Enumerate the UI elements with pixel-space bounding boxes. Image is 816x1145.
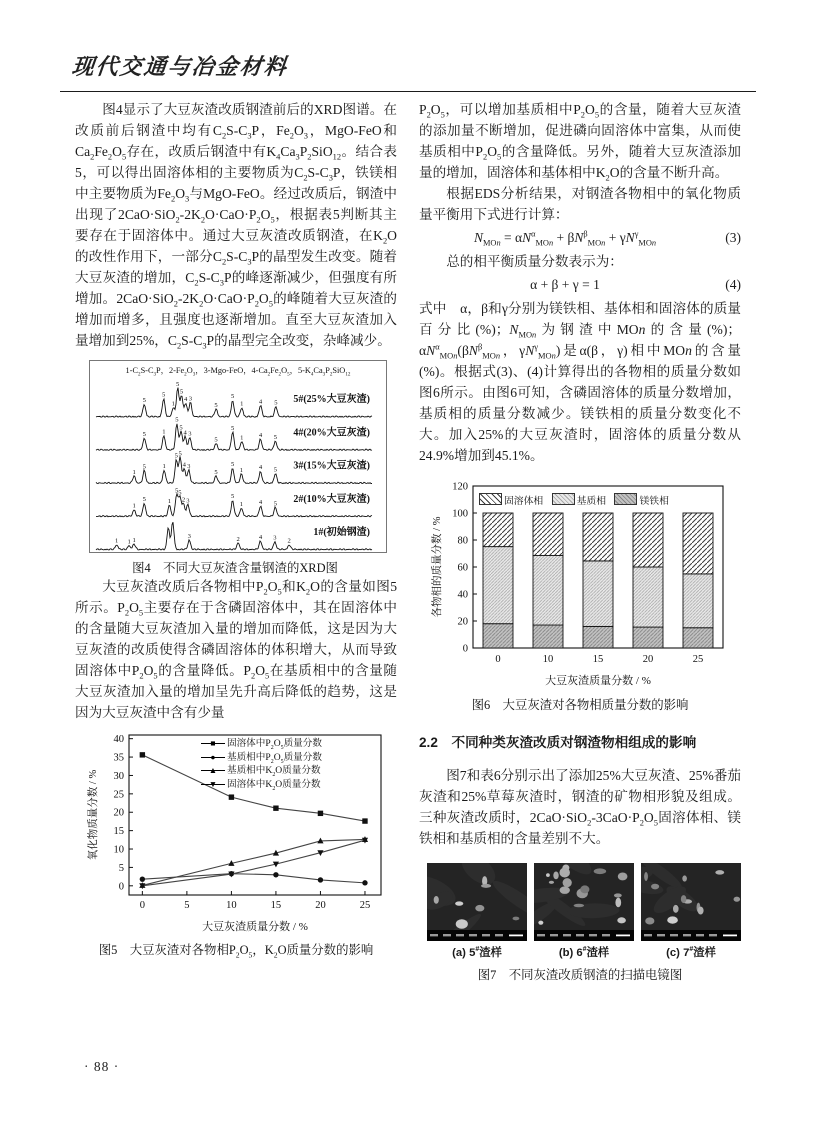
sem-subcaption-b: (b) 6#渣样 xyxy=(558,946,610,959)
svg-text:2: 2 xyxy=(236,535,240,543)
svg-text:5: 5 xyxy=(273,500,278,508)
circle-marker-icon: ● xyxy=(201,751,225,765)
svg-text:1: 1 xyxy=(162,462,166,470)
svg-text:1: 1 xyxy=(240,434,244,442)
figure-4 xyxy=(75,360,397,576)
journal-logo: 现代交通与冶金材料 xyxy=(70,54,290,79)
svg-text:1: 1 xyxy=(167,497,172,505)
svg-text:1: 1 xyxy=(240,400,244,408)
svg-text:15: 15 xyxy=(270,900,282,911)
svg-text:5: 5 xyxy=(142,496,146,504)
svg-text:1: 1 xyxy=(132,468,136,476)
svg-text:3: 3 xyxy=(188,430,192,438)
svg-text:各物相的质量分数 / %: 各物相的质量分数 / % xyxy=(432,516,443,618)
svg-text:5: 5 xyxy=(273,433,278,441)
square-marker-icon: ■ xyxy=(201,737,225,751)
equation-3-body: $N_{MOn} = \alpha N^\alpha_{MOn} + \beta N^\beta_{MOn} + \gamma N^\gamma_{MOn}$ xyxy=(473,229,657,248)
svg-text:5: 5 xyxy=(274,399,278,407)
svg-text:氧化物质量分数 / %: 氧化物质量分数 / % xyxy=(88,769,99,861)
svg-text:5: 5 xyxy=(142,463,146,471)
equation-4-number: (4) xyxy=(725,277,741,292)
legend-item: ▲ 基质相中$K_2O$质量分数 xyxy=(201,764,322,778)
right-column xyxy=(419,99,741,983)
svg-text:5: 5 xyxy=(174,487,179,495)
paragraph-continuation: $P_2O_5$，可以增加基质相中$P_2O_5$的含量，随着大豆灰渣的添加量不断增加，促进磷向固溶体中富集，从而使基质相中$P_2O_5$的含量降低。另外，随着大豆灰渣添加量的增加，固溶体和基体相中$K_2O$的含量不断升高。 xyxy=(419,102,742,183)
bar-chart-wrap xyxy=(427,478,735,690)
svg-text:3: 3 xyxy=(187,462,191,470)
equation-3-number: (3) xyxy=(725,230,741,245)
legend-item: ▼ 固溶体中$K_2O$质量分数 xyxy=(201,778,322,792)
svg-text:5: 5 xyxy=(179,424,183,432)
header-rule xyxy=(60,91,756,92)
svg-text:10: 10 xyxy=(226,900,237,911)
svg-text:5: 5 xyxy=(179,388,184,396)
page-number: · 88 · xyxy=(84,1059,120,1074)
svg-text:1: 1 xyxy=(171,400,175,408)
svg-text:80: 80 xyxy=(457,535,468,547)
svg-text:30: 30 xyxy=(113,770,124,782)
svg-text:4: 4 xyxy=(182,461,186,469)
equation-4 xyxy=(419,277,741,293)
svg-text:0: 0 xyxy=(118,881,124,893)
svg-text:20: 20 xyxy=(315,900,326,911)
svg-text:15: 15 xyxy=(592,654,604,665)
legend-item: 固溶体相 xyxy=(479,496,543,507)
section-heading-2-2: 2.2 不同种类灰渣改质对钢渣物相组成的影响 xyxy=(419,735,697,750)
svg-text:1#(初始钢渣): 1#(初始钢渣) xyxy=(313,527,370,538)
svg-text:4: 4 xyxy=(258,534,263,542)
svg-text:15: 15 xyxy=(113,826,124,838)
svg-text:4: 4 xyxy=(183,429,187,437)
svg-text:2: 2 xyxy=(181,496,186,504)
xrd-chart xyxy=(92,376,378,552)
svg-text:大豆灰渣质量分数 / %: 大豆灰渣质量分数 / % xyxy=(545,675,651,687)
svg-text:20: 20 xyxy=(642,654,654,665)
legend-item: ● 基质相中$P_2O_5$质量分数 xyxy=(201,751,322,765)
xrd-chart-frame xyxy=(89,360,387,553)
sem-image-a xyxy=(427,863,527,941)
svg-text:5: 5 xyxy=(178,489,182,497)
figure-7-caption: 图7 不同灰渣改质钢渣的扫描电镜图 xyxy=(477,968,683,982)
svg-text:5: 5 xyxy=(230,461,235,469)
svg-text:1: 1 xyxy=(132,537,136,545)
svg-text:4: 4 xyxy=(184,396,188,404)
svg-text:5: 5 xyxy=(175,416,179,424)
svg-text:3: 3 xyxy=(186,497,190,505)
svg-text:25: 25 xyxy=(359,900,371,911)
svg-text:5: 5 xyxy=(273,466,278,474)
svg-text:10: 10 xyxy=(113,844,124,856)
svg-text:2: 2 xyxy=(287,537,291,545)
svg-text:40: 40 xyxy=(457,589,468,601)
figure-6-caption: 图6 大豆灰渣对各物相质量分数的影响 xyxy=(471,698,689,712)
left-column xyxy=(75,99,397,983)
svg-text:3: 3 xyxy=(188,395,193,403)
triangle-down-marker-icon: ▼ xyxy=(201,778,225,792)
line-chart-wrap xyxy=(83,729,391,935)
svg-text:2#(10%大豆灰渣): 2#(10%大豆灰渣) xyxy=(293,493,370,505)
diag-hatch-swatch-icon xyxy=(479,493,502,505)
svg-text:5: 5 xyxy=(184,900,190,911)
svg-text:5: 5 xyxy=(176,381,180,389)
xrd-phase-legend: $1-C_2S-C_3P$，$2-Fe_2O_3$，3-Mgo-FeO，$4-Ca_2Fe_2O_5$，$5-K_4Ca_3P_2SiO_{12}$ xyxy=(125,366,351,378)
legend-item: 基质相 xyxy=(552,496,606,507)
figure-7 xyxy=(419,863,741,983)
svg-text:40: 40 xyxy=(113,734,124,746)
line-chart-legend xyxy=(201,737,322,791)
sem-image-row xyxy=(427,863,741,941)
svg-text:20: 20 xyxy=(113,807,124,819)
gray-hatch-swatch-icon xyxy=(614,493,637,505)
sem-subcaption-c: (c) 7#渣样 xyxy=(666,946,716,959)
sem-image-c xyxy=(641,863,741,941)
light-hatch-swatch-icon xyxy=(552,493,575,505)
svg-text:5: 5 xyxy=(214,468,218,476)
paragraph-eds: 根据EDS分析结果，对钢渣各物相中的氧化物质量平衡用下式进行计算： xyxy=(419,186,741,222)
paragraph-p2o5-k2o: 大豆灰渣改质后各物相中$P_2O_5$和$K_2O$的含量如图5所示。$P_2O_5$主要存在于含磷固溶体中，其在固溶体中的含量随大豆灰渣加入量的增加而降低，这是因为大豆灰渣的改质使得含磷固溶体的体积增大，从而导致固溶体中$P_2O_5$的含量降低。$P_2O_5$在基质相中的含量随大豆灰渣加入量的增加呈先升高后降低的趋势，这是因为大豆灰渣中含有少量 xyxy=(75,579,398,720)
svg-text:5#(25%大豆灰渣): 5#(25%大豆灰渣) xyxy=(293,394,370,406)
triangle-up-marker-icon: ▲ xyxy=(201,764,225,778)
sem-subcaption-a: (a) 5#渣样 xyxy=(452,946,502,959)
svg-text:10: 10 xyxy=(542,654,554,665)
svg-text:5: 5 xyxy=(142,430,146,438)
svg-text:60: 60 xyxy=(457,562,468,574)
svg-text:100: 100 xyxy=(452,508,468,520)
svg-text:0: 0 xyxy=(462,643,468,655)
svg-text:5: 5 xyxy=(174,452,178,460)
legend-item: 镁铁相 xyxy=(614,496,668,507)
svg-text:4: 4 xyxy=(258,398,263,406)
paragraph-xrd-discussion: 图4显示了大豆灰渣改质钢渣前后的XRD图谱。在改质前后钢渣中均有$C_2S-C_3P$，$Fe_2O_3$，MgO-FeO和$Ca_2Fe_2O_5$存在，改质后钢渣中有$K_4Ca_3P_2SiO_{12}$。结合表5，可以得出固溶体相的主要物质为$C_2S-C_3P$，铁镁相中主要物质为$Fe_2O_3$与MgO-FeO。经过改质后，钢渣中出现了$2CaO\cdot SiO_2-2K_2O\cdot CaO\cdot P_2O_5$，根据表5判断其主要存在于固溶体中。通过大豆灰渣改质钢渣，在$K_2O$的改性作用下，一部分$C_2S-C_3P$的晶型发生改变。随着大豆灰渣的增加，$C_2S-C_3P$的峰逐渐减少，但强度有所增加。$2CaO\cdot SiO_2-2K_2O\cdot CaO\cdot P_2O_5$的峰随着大豆灰渣的增加而增多，且强度也逐渐增加。直至大豆灰渣加入量增加到25%，$C_2S-C_3P$的晶型完全改变，杂峰减少。 xyxy=(75,102,398,351)
svg-text:20: 20 xyxy=(457,616,468,628)
svg-text:5: 5 xyxy=(142,397,146,405)
sem-image-b xyxy=(534,863,634,941)
stacked-bar-chart xyxy=(427,478,735,690)
equation-3 xyxy=(419,230,741,246)
sem-subcaption-row xyxy=(427,944,741,960)
svg-text:大豆灰渣质量分数 / %: 大豆灰渣质量分数 / % xyxy=(202,921,308,933)
svg-text:5: 5 xyxy=(230,493,235,501)
svg-text:1: 1 xyxy=(239,500,244,508)
svg-text:0: 0 xyxy=(495,654,501,665)
svg-text:5: 5 xyxy=(161,391,166,399)
svg-text:4: 4 xyxy=(258,499,263,507)
figure-5 xyxy=(75,729,397,958)
svg-text:5: 5 xyxy=(230,424,235,432)
svg-text:3#(15%大豆灰渣): 3#(15%大豆灰渣) xyxy=(293,460,370,472)
svg-text:4#(20%大豆灰渣): 4#(20%大豆灰渣) xyxy=(293,427,370,439)
figure-5-caption: 图5 大豆灰渣对各物相$P_2O_5$，$K_2O$质量分数的影响 xyxy=(98,943,374,960)
svg-text:120: 120 xyxy=(452,481,468,493)
svg-text:1: 1 xyxy=(239,467,244,475)
svg-text:3: 3 xyxy=(187,532,191,540)
svg-text:25: 25 xyxy=(113,789,124,801)
paragraph-variables: 式中 α，β和γ分别为镁铁相、基体相和固溶体的质量百分比(%)；$N_{MOn}$为钢渣中MOn的含量(%)；$\alpha N^\alpha_{MOn}(\beta N^\beta_{MOn}$，$\gamma N^\gamma_{MOn}$)是α(β，γ)相中MOn的含量(%)。根据式(3)、(4)计算得出的各物相的质量分数如图6所示。由图6可知，含磷固溶体的质量分数增加，基质相的质量分数减少。镁铁相的质量分数变化不大。加入25%的大豆灰渣时，固溶体的质量分数从24.9%增加到45.1%。 xyxy=(419,301,742,463)
svg-text:4: 4 xyxy=(258,464,263,472)
svg-text:3: 3 xyxy=(273,534,277,542)
two-column-layout xyxy=(75,99,741,983)
svg-text:1: 1 xyxy=(127,538,131,546)
figure-4-caption: 图4 不同大豆灰渣含量钢渣的XRD图 xyxy=(132,561,338,575)
paragraph-mid: 总的相平衡质量分数表示为： xyxy=(446,254,623,269)
svg-text:1: 1 xyxy=(162,428,166,436)
svg-text:5: 5 xyxy=(230,393,235,401)
legend-item: ■ 固溶体中$P_2O_5$质量分数 xyxy=(201,737,322,751)
svg-text:4: 4 xyxy=(258,432,263,440)
svg-text:1: 1 xyxy=(132,502,136,510)
paragraph-fig7-intro: 图7和表6分别示出了添加25%大豆灰渣、25%番茄灰渣和25%草莓灰渣时，钢渣的矿物相形貌及组成。三种灰渣改质时，$2CaO\cdot SiO_2-3CaO\cdot P_2O_5$固溶体相、镁铁相和基质相的含量差别不大。 xyxy=(419,768,741,846)
svg-text:35: 35 xyxy=(113,752,124,764)
svg-text:0: 0 xyxy=(139,900,145,911)
equation-4-body: α + β + γ = 1 xyxy=(530,277,600,292)
figure-6 xyxy=(419,478,741,713)
svg-text:5: 5 xyxy=(214,401,218,409)
svg-text:5: 5 xyxy=(178,450,182,458)
svg-text:25: 25 xyxy=(692,654,704,665)
bar-chart-legend xyxy=(479,493,675,507)
svg-text:1: 1 xyxy=(115,537,119,545)
svg-text:5: 5 xyxy=(214,436,218,444)
svg-text:5: 5 xyxy=(118,862,124,874)
